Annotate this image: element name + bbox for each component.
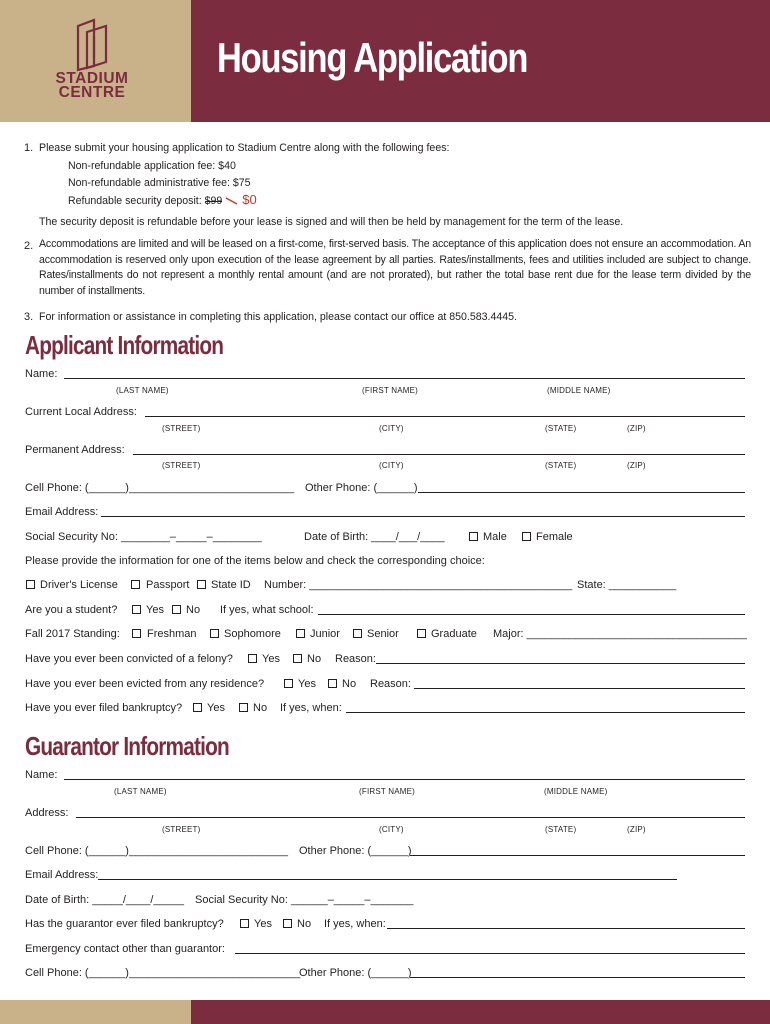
cell-phone-field[interactable]: Cell Phone: (______)___________________________ — [25, 482, 295, 494]
freshman-checkbox[interactable] — [132, 629, 141, 638]
list-number-3: 3. — [24, 311, 34, 323]
permanent-address-field[interactable] — [133, 454, 745, 455]
email-label: Email Address: — [25, 506, 99, 518]
caption-first-name: (FIRST NAME) — [362, 386, 419, 395]
fee-security-label: Refundable security deposit: — [68, 195, 205, 207]
emergency-other-phone-label: Other Phone: (______) — [299, 967, 412, 979]
guarantor-when-label: If yes, when: — [324, 918, 386, 930]
student-yes-label: Yes — [146, 604, 164, 616]
drivers-license-label: Driver's License — [40, 579, 118, 591]
guarantor-dob-field[interactable]: Date of Birth: _____/____/_____ — [25, 894, 185, 906]
fee-application: Non-refundable application fee: $40 — [68, 160, 236, 172]
senior-checkbox[interactable] — [353, 629, 362, 638]
emergency-contact-field[interactable] — [235, 953, 745, 954]
felony-no-label: No — [307, 653, 322, 665]
guarantor-email-label: Email Address: — [25, 869, 99, 881]
guarantor-address-label: Address: — [25, 807, 69, 819]
guarantor-bankruptcy-yes-checkbox[interactable] — [240, 919, 249, 928]
local-address-label: Current Local Address: — [25, 406, 137, 418]
school-label: If yes, what school: — [220, 604, 314, 616]
felony-yes-checkbox[interactable] — [248, 654, 257, 663]
guarantor-ssn-field[interactable]: Social Security No: ______–_____–_______ — [195, 894, 414, 906]
applicant-name-field[interactable] — [64, 378, 745, 379]
permanent-address-label: Permanent Address: — [25, 444, 125, 456]
intro-item-2: Accommodations are limited and will be leased on a first-come, first-served basis. The acceptance of this application does not ensure an accommodation. An accommodation is reserved only upon execution of the lease agreement by all parties. Rates/installments, fees and utilities included are subject to change. Rates/installments do not represent a monthly rental amount (and are not prorated), but rather the total base rent due for the lease term divided by the number of installments. — [39, 238, 751, 297]
email-field[interactable] — [101, 516, 745, 517]
bankruptcy-yes-label: Yes — [207, 702, 225, 714]
guarantor-email-field[interactable] — [98, 879, 677, 880]
felony-reason-label: Reason: — [335, 653, 376, 665]
bankruptcy-question: Have you ever filed bankruptcy? — [25, 702, 183, 714]
evicted-no-checkbox[interactable] — [328, 679, 337, 688]
caption-last-name: (LAST NAME) — [116, 386, 169, 395]
caption-last-name: (LAST NAME) — [114, 787, 167, 796]
evicted-yes-label: Yes — [298, 678, 316, 690]
guarantor-bankruptcy-yes-label: Yes — [254, 918, 272, 930]
list-number-1: 1. — [24, 142, 34, 154]
footer-gold-band — [0, 1000, 191, 1024]
senior-label: Senior — [367, 628, 399, 640]
freshman-label: Freshman — [147, 628, 197, 640]
dob-field[interactable]: Date of Birth: ____/___/____ — [304, 531, 445, 543]
caption-state: (STATE) — [545, 461, 577, 470]
sophomore-label: Sophomore — [224, 628, 281, 640]
caption-city: (CITY) — [379, 461, 404, 470]
caption-state: (STATE) — [545, 825, 577, 834]
evicted-yes-checkbox[interactable] — [284, 679, 293, 688]
emergency-contact-label: Emergency contact other than guarantor: — [25, 943, 225, 955]
state-id-checkbox[interactable] — [197, 580, 206, 589]
female-checkbox[interactable] — [522, 532, 531, 541]
logo-wordmark — [42, 72, 142, 100]
page-title: Housing Application — [217, 34, 528, 81]
felony-reason-field[interactable] — [376, 663, 745, 664]
evicted-reason-label: Reason: — [370, 678, 411, 690]
felony-question: Have you ever been convicted of a felony? — [25, 653, 233, 665]
graduate-checkbox[interactable] — [417, 629, 426, 638]
major-field[interactable]: Major: ____________________________________ — [493, 628, 747, 640]
caption-street: (STREET) — [162, 461, 201, 470]
guarantor-other-phone-label: Other Phone: (______) — [299, 845, 412, 857]
evicted-question: Have you ever been evicted from any residence? — [25, 678, 265, 690]
evicted-reason-field[interactable] — [414, 688, 745, 689]
caption-zip: (ZIP) — [627, 424, 646, 433]
fee-security-new: $0 — [242, 192, 257, 207]
applicant-heading: Applicant Information — [25, 330, 224, 360]
caption-first-name: (FIRST NAME) — [359, 787, 416, 796]
caption-city: (CITY) — [379, 825, 404, 834]
standing-label: Fall 2017 Standing: — [25, 628, 120, 640]
list-number-2: 2. — [24, 240, 34, 252]
felony-yes-label: Yes — [262, 653, 280, 665]
student-yes-checkbox[interactable] — [132, 605, 141, 614]
local-address-field[interactable] — [145, 416, 745, 417]
other-phone-field[interactable] — [418, 492, 745, 493]
footer-maroon-band — [191, 1000, 770, 1024]
female-label: Female — [536, 531, 573, 543]
id-number-field[interactable]: Number: ___________________________________________ — [264, 579, 573, 591]
junior-label: Junior — [310, 628, 340, 640]
male-label: Male — [483, 531, 507, 543]
student-question: Are you a student? — [25, 604, 118, 616]
student-no-checkbox[interactable] — [172, 605, 181, 614]
intro-item-1: Please submit your housing application to Stadium Centre along with the following fees: — [39, 142, 450, 154]
felony-no-checkbox[interactable] — [293, 654, 302, 663]
deposit-note: The security deposit is refundable before your lease is signed and will then be held by management for the term of the lease. — [39, 216, 624, 228]
caption-zip: (ZIP) — [627, 461, 646, 470]
guarantor-address-field[interactable] — [76, 817, 745, 818]
junior-checkbox[interactable] — [296, 629, 305, 638]
guarantor-when-field[interactable] — [387, 928, 745, 929]
graduate-label: Graduate — [431, 628, 477, 640]
passport-label: Passport — [146, 579, 190, 591]
guarantor-bankruptcy-question: Has the guarantor ever filed bankruptcy? — [25, 918, 224, 930]
student-no-label: No — [186, 604, 201, 616]
logo-line-1: STADIUM — [55, 70, 129, 87]
drivers-license-checkbox[interactable] — [26, 580, 35, 589]
guarantor-other-phone-field[interactable] — [410, 855, 745, 856]
state-id-label: State ID — [211, 579, 251, 591]
applicant-name-label: Name: — [25, 368, 58, 380]
logo-line-2: CENTRE — [58, 84, 126, 101]
caption-state: (STATE) — [545, 424, 577, 433]
bankruptcy-no-checkbox[interactable] — [239, 703, 248, 712]
emergency-cell-phone-field[interactable]: Cell Phone: (______)____________________________ — [25, 967, 301, 979]
guarantor-heading: Guarantor Information — [25, 731, 229, 761]
fee-administrative: Non-refundable administrative fee: $75 — [68, 177, 251, 189]
guarantor-bankruptcy-no-checkbox[interactable] — [283, 919, 292, 928]
handwritten-arrow-icon — [225, 195, 239, 207]
sophomore-checkbox[interactable] — [210, 629, 219, 638]
fee-security-old: $99 — [204, 195, 223, 207]
stadium-centre-logo-icon — [76, 18, 108, 72]
caption-middle-name: (MIDDLE NAME) — [547, 386, 611, 395]
evicted-no-label: No — [342, 678, 357, 690]
caption-street: (STREET) — [162, 424, 201, 433]
guarantor-cell-phone-field[interactable]: Cell Phone: (______)__________________________ — [25, 845, 289, 857]
guarantor-name-field[interactable] — [64, 779, 745, 780]
fee-security-deposit — [68, 193, 257, 208]
guarantor-name-label: Name: — [25, 769, 58, 781]
id-state-field[interactable]: State: ___________ — [577, 579, 677, 591]
ssn-field[interactable]: Social Security No: ________–_____–________ — [25, 531, 262, 543]
bankruptcy-when-field[interactable] — [346, 712, 745, 713]
intro-item-3: For information or assistance in completing this application, please contact our office at 850.583.4445. — [39, 311, 517, 323]
id-prompt: Please provide the information for one of the items below and check the corresponding choice: — [25, 555, 485, 567]
school-field[interactable] — [318, 614, 745, 615]
bankruptcy-when-label: If yes, when: — [280, 702, 342, 714]
caption-street: (STREET) — [162, 825, 201, 834]
emergency-other-phone-field[interactable] — [410, 977, 745, 978]
other-phone-label: Other Phone: (______) — [305, 482, 418, 494]
guarantor-bankruptcy-no-label: No — [297, 918, 312, 930]
bankruptcy-no-label: No — [253, 702, 268, 714]
caption-city: (CITY) — [379, 424, 404, 433]
caption-zip: (ZIP) — [627, 825, 646, 834]
caption-middle-name: (MIDDLE NAME) — [544, 787, 608, 796]
male-checkbox[interactable] — [469, 532, 478, 541]
passport-checkbox[interactable] — [131, 580, 140, 589]
bankruptcy-yes-checkbox[interactable] — [193, 703, 202, 712]
